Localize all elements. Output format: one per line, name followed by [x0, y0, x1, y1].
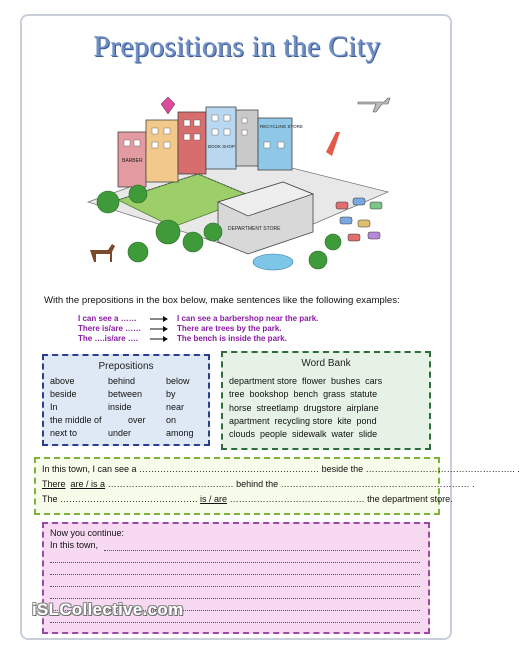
recycling-sign: RECYCLING STORE — [260, 124, 303, 129]
writing-line — [50, 598, 420, 599]
preposition-word: the middle of — [50, 415, 102, 425]
word-bank-heading: Word Bank — [301, 358, 351, 369]
preposition-word: near — [166, 402, 185, 412]
preposition-word: under — [108, 428, 132, 438]
town-line-2-part-d: behind the ……………………………………………………… . — [236, 479, 475, 489]
city-illustration — [78, 82, 398, 282]
town-line-2-part-c: …………………………………… — [107, 479, 234, 489]
word-bank-line: department store flower bushes cars — [229, 376, 383, 386]
town-line-2-part-b: are / is a — [70, 479, 106, 489]
preposition-word: inside — [108, 402, 132, 412]
preposition-word: on — [166, 415, 177, 425]
writing-line — [50, 562, 420, 563]
writing-line — [50, 622, 420, 623]
preposition-word: beside — [50, 389, 77, 399]
example-right-2: There are trees by the park. — [177, 324, 282, 333]
word-bank-box — [221, 351, 431, 450]
department-store-sign: DEPARTMENT STORE — [228, 226, 281, 232]
example-right-3: The bench is inside the park. — [177, 334, 287, 343]
example-right-1: I can see a barbershop near the park. — [177, 314, 319, 323]
word-bank-line: apartment recycling store kite pond — [229, 415, 377, 426]
preposition-word: over — [128, 415, 146, 425]
word-bank-list — [229, 375, 382, 441]
example-left-2: There is/are …… — [78, 324, 142, 333]
town-line-3 — [42, 494, 453, 504]
arrow-icon — [150, 335, 168, 343]
page-title: Prepositions in the City — [93, 30, 381, 63]
example-left-3: The ….is/are …. — [78, 334, 139, 343]
preposition-word: by — [166, 389, 176, 399]
town-line-2 — [42, 479, 475, 489]
arrow-icon — [150, 325, 168, 333]
writing-line — [50, 574, 420, 575]
town-line-3-part-b: is / are — [200, 494, 228, 504]
prepositions-box — [42, 354, 210, 446]
bookshop-sign: BOOK SHOP — [208, 144, 236, 149]
prepositions-heading: Prepositions — [98, 361, 154, 372]
town-sentences-box — [34, 457, 520, 515]
word-bank-line: tree bookshop bench grass statute — [229, 389, 378, 400]
town-line-1 — [42, 464, 520, 474]
preposition-word: next to — [50, 428, 78, 438]
preposition-word: In — [50, 402, 58, 412]
arrow-icon — [150, 315, 168, 323]
continue-start: In this town, — [50, 540, 99, 550]
town-line-3-part-c: ……………………………………… the department store. — [229, 494, 453, 504]
word-bank-line: clouds people sidewalk water slide — [229, 429, 378, 440]
instruction-text: With the prepositions in the box below, make sentences like the following examples: — [44, 295, 400, 306]
writing-line — [50, 586, 420, 587]
town-line-3-part-a: The ………………………………………. — [42, 494, 198, 504]
footer-watermark: iSLCollective.com — [32, 600, 184, 619]
town-line-2-part-a: There — [42, 479, 66, 489]
example-left-1: I can see a …… — [78, 314, 137, 323]
prepositions-grid — [50, 376, 210, 441]
town-line-1-part-a: In this town, I can see a …………………………………………………… — [42, 464, 320, 474]
preposition-word: between — [108, 389, 143, 399]
writing-line — [104, 550, 420, 551]
preposition-word: above — [50, 376, 75, 386]
preposition-word: behind — [108, 376, 136, 386]
preposition-word: among — [166, 428, 194, 438]
word-bank-line: horse streetlamp drugstore airplane — [229, 402, 379, 413]
preposition-word: below — [166, 376, 190, 386]
town-line-1-part-b: beside the ………………………………………….. . — [321, 464, 520, 474]
continue-prompt: Now you continue: — [50, 528, 125, 538]
barber-sign: BARBER — [122, 158, 143, 164]
